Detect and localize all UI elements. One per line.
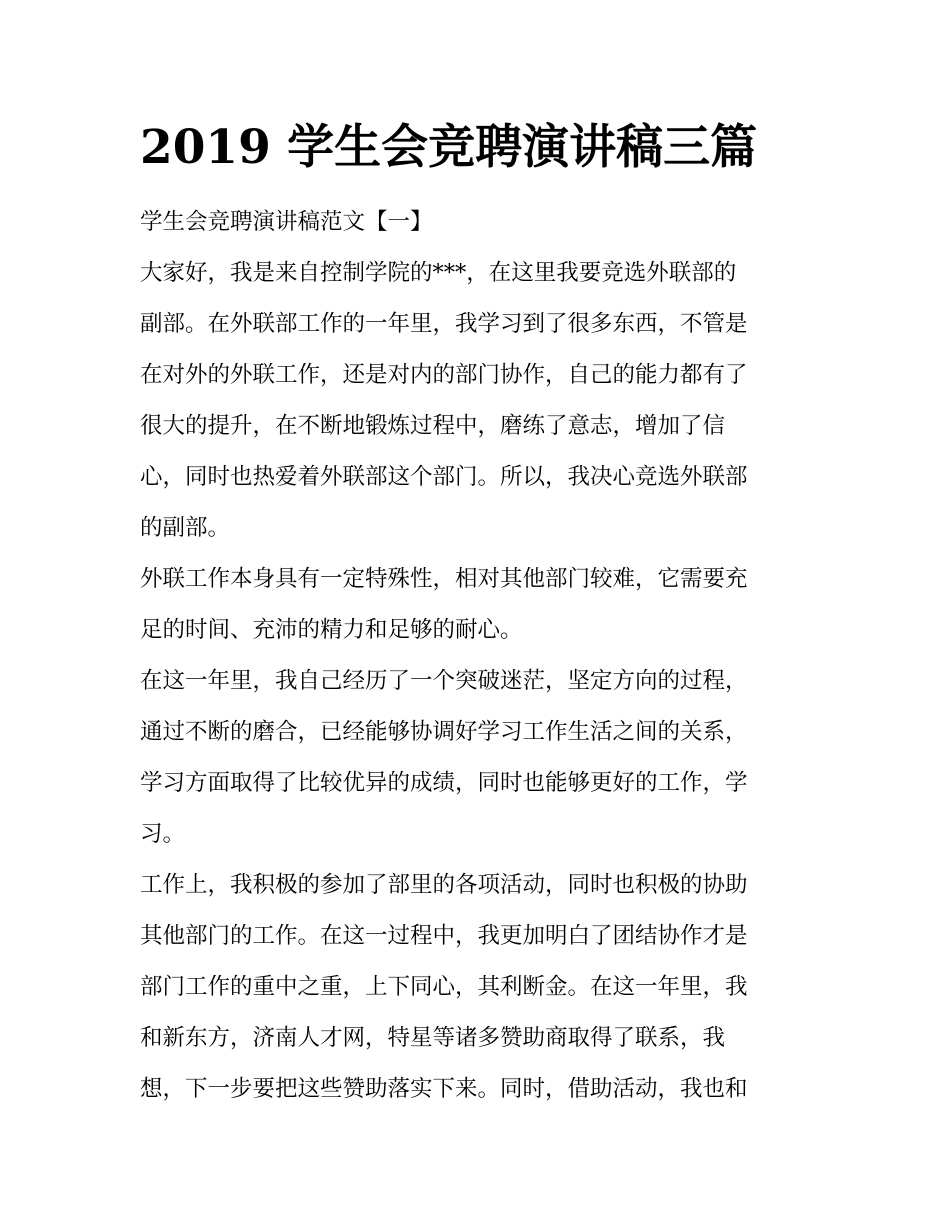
text-line: 大家好，我是来自控制学院的***，在这里我要竞选外联部的 [140,260,737,286]
text-line: 副部。在外联部工作的一年里，我学习到了很多东西，不管是 [140,311,748,337]
text-line: 心，同时也热爱着外联部这个部门。所以，我决心竞选外联部 [140,464,748,490]
text-line: 和新东方，济南人才网，特星等诸多赞助商取得了联系，我 [140,1025,726,1051]
text-line: 的副部。 [140,515,231,541]
text-line: 部门工作的重中之重，上下同心，其利断金。在这一年里，我 [140,974,748,1000]
text-line: 很大的提升，在不断地锻炼过程中，磨练了意志，增加了信 [140,413,726,439]
section-subheading: 学生会竞聘演讲稿范文【一】 [140,209,433,235]
text-line: 外联工作本身具有一定特殊性，相对其他部门较难，它需要充 [140,566,748,592]
text-line: 想，下一步要把这些赞助落实下来。同时，借助活动，我也和 [140,1076,748,1102]
text-line: 工作上，我积极的参加了部里的各项活动，同时也积极的协助 [140,872,748,898]
document-title: 2019 学生会竞聘演讲稿三篇 [140,120,758,175]
text-line: 学习方面取得了比较优异的成绩，同时也能够更好的工作，学 [140,770,748,796]
text-line: 习。 [140,821,186,847]
document-body [140,197,816,1115]
text-line: 在这一年里，我自己经历了一个突破迷茫，坚定方向的过程， [140,668,748,694]
text-line: 足的时间、充沛的精力和足够的耐心。 [140,617,523,643]
text-line: 在对外的外联工作，还是对内的部门协作，自己的能力都有了 [140,362,748,388]
text-line: 通过不断的磨合，已经能够协调好学习工作生活之间的关系， [140,719,748,745]
text-line: 其他部门的工作。在这一过程中，我更加明白了团结协作才是 [140,923,748,949]
